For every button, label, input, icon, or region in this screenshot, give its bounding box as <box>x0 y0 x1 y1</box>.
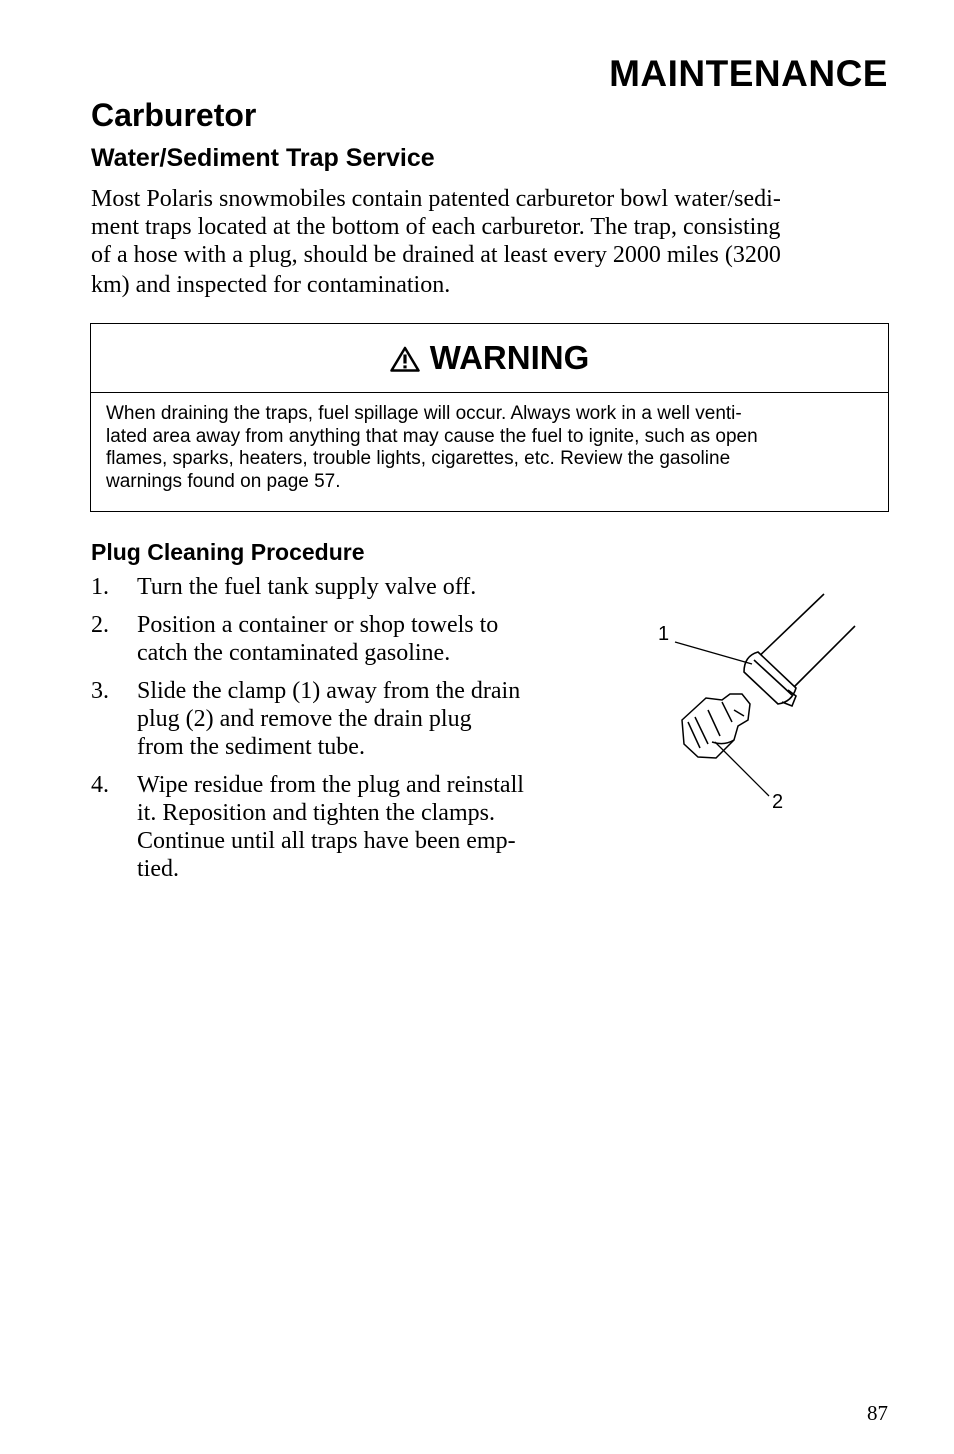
warning-triangle-icon <box>390 346 420 372</box>
callout-label-clamp: 1 <box>658 623 670 645</box>
procedure-steps <box>91 573 591 893</box>
clamp-drawing <box>744 652 796 706</box>
warning-text <box>91 393 888 493</box>
step-text: plug (2) and remove the drain plug <box>137 706 472 732</box>
warning-line: flames, sparks, heaters, trouble lights, cigarettes, etc. Review the gasoline <box>106 448 731 469</box>
step-text: from the sediment tube. <box>137 734 365 760</box>
drain-plug-drawing <box>682 694 750 758</box>
intro-line: of a hose with a plug, should be drained at least every 2000 miles (3200 <box>91 242 781 268</box>
warning-line: When draining the traps, fuel spillage will occur. Always work in a well venti- <box>106 403 742 424</box>
warning-box <box>90 323 889 512</box>
step-text: it. Reposition and tighten the clamps. <box>137 800 495 826</box>
intro-line: Most Polaris snowmobiles contain patented carburetor bowl water/sedi- <box>91 186 781 212</box>
step-number: 1. <box>91 574 109 600</box>
subsection-title: Water/Sediment Trap Service <box>91 144 435 172</box>
step-text: tied. <box>137 856 179 882</box>
step-text: Position a container or shop towels to <box>137 612 499 638</box>
page-title: Carburetor <box>91 97 257 133</box>
warning-line: lated area away from anything that may cause the fuel to ignite, such as open <box>106 425 758 447</box>
warning-header <box>91 324 888 393</box>
page-number: 87 <box>867 1401 888 1425</box>
section-header: MAINTENANCE <box>609 53 888 94</box>
step-text: Slide the clamp (1) away from the drain <box>137 678 521 704</box>
procedure-step <box>91 611 591 667</box>
warning-line: warnings found on page 57. <box>106 470 341 492</box>
step-number: 3. <box>91 678 109 704</box>
procedure-step <box>91 771 591 883</box>
step-number: 4. <box>91 772 109 798</box>
warning-title: WARNING <box>429 339 590 376</box>
step-number: 2. <box>91 612 109 638</box>
procedure-title: Plug Cleaning Procedure <box>91 539 365 565</box>
intro-line: ment traps located at the bottom of each carburetor. The trap, consisting <box>91 214 781 240</box>
drain-plug-illustration <box>645 588 870 820</box>
step-text: Turn the fuel tank supply valve off. <box>137 574 477 600</box>
callout-label-drain-plug: 2 <box>772 791 784 813</box>
intro-line: km) and inspected for contamination. <box>91 272 451 298</box>
step-text: catch the contaminated gasoline. <box>137 640 451 666</box>
procedure-step <box>91 573 591 601</box>
intro-paragraph <box>91 185 891 299</box>
step-text: Continue until all traps have been emp- <box>137 828 516 854</box>
step-text: Wipe residue from the plug and reinstall <box>137 772 524 798</box>
procedure-step <box>91 677 591 761</box>
